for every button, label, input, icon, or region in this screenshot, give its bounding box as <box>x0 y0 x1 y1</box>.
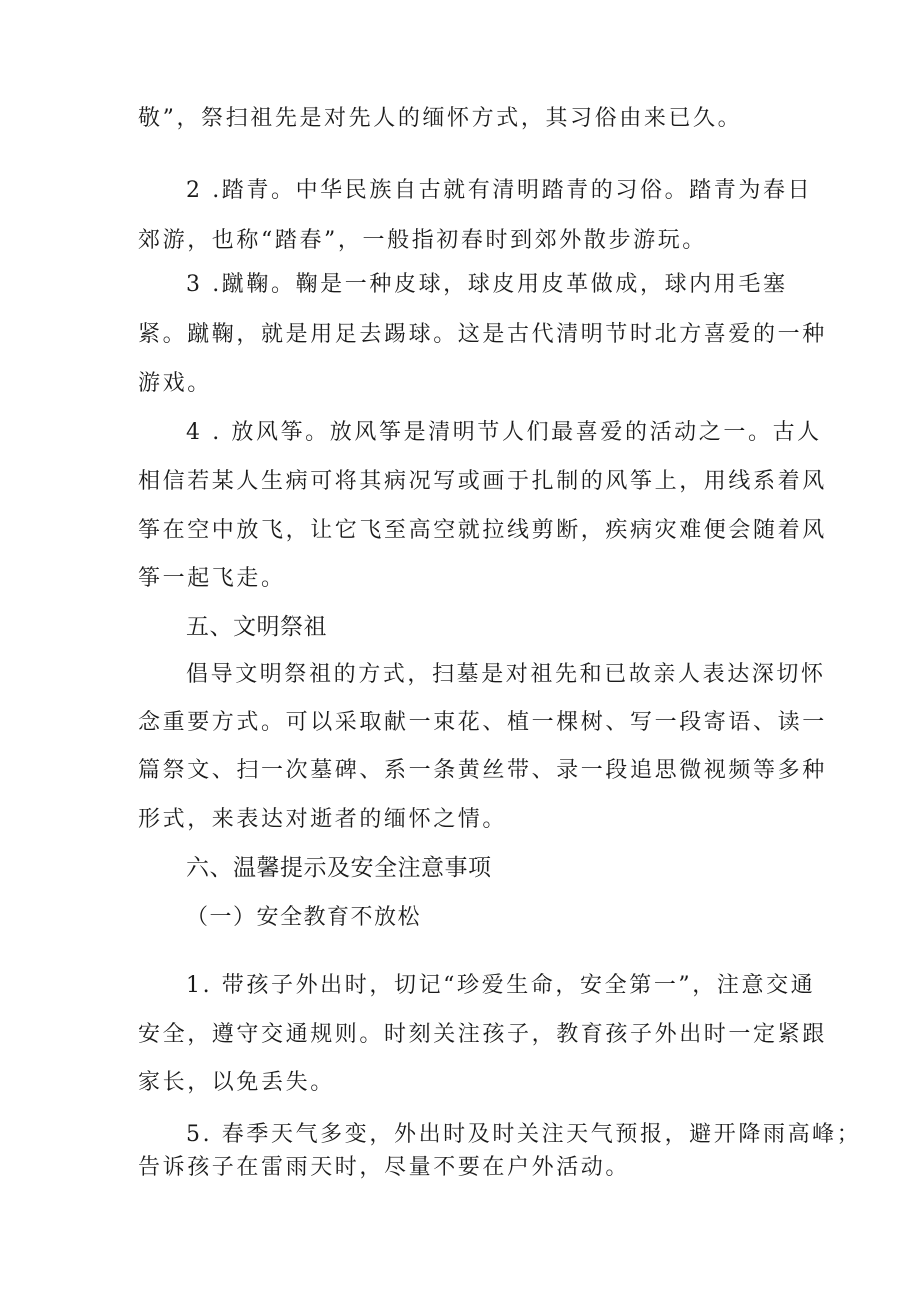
paragraph-line: 敬”，祭扫祖先是对先人的缅怀方式，其习俗由来已久。 <box>138 106 743 131</box>
list-item-line: 1. 带孩子外出时，切记“珍爱生命，安全第一”，注意交通 <box>186 973 816 998</box>
subsection-heading: （一）安全教育不放松 <box>186 905 422 930</box>
paragraph-line: 倡导文明祭祖的方式，扫墓是对祖先和已故亲人表达深切怀 <box>186 662 826 687</box>
paragraph-line: 安全，遵守交通规则。时刻关注孩子，教育孩子外出时一定紧跟 <box>138 1022 827 1047</box>
paragraph-line: 筝在空中放飞，让它飞至高空就拉线剪断，疾病灾难便会随着风 <box>138 518 827 543</box>
paragraph-line: 形式，来表达对逝者的缅怀之情。 <box>138 807 508 832</box>
paragraph-line: 篇祭文、扫一次墓碑、系一条黄丝带、录一段追思微视频等多种 <box>138 758 827 783</box>
paragraph-line: 紧。蹴鞠，就是用足去踢球。这是古代清明节时北方喜爱的一种 <box>138 322 827 347</box>
list-item-line: 5. 春季天气多变，外出时及时关注天气预报，避开降雨高峰； <box>186 1122 862 1147</box>
paragraph-line: 告诉孩子在雷雨天时，尽量不要在户外活动。 <box>138 1155 631 1180</box>
list-item-line: 4 . 放风筝。放风筝是清明节人们最喜爱的活动之一。古人 <box>186 420 822 445</box>
list-item-line: 2 .踏青。中华民族自古就有清明踏青的习俗。踏青为春日 <box>186 178 813 203</box>
paragraph-line: 相信若某人生病可将其病况写或画于扎制的风筝上，用线系着风 <box>138 469 827 494</box>
paragraph-line: 郊游，也称“踏春”，一般指初春时到郊外散步游玩。 <box>138 228 707 253</box>
section-heading: 五、文明祭祖 <box>186 614 327 640</box>
list-item-line: 3 .蹴鞠。鞠是一种皮球，球皮用皮革做成，球内用毛塞 <box>186 272 788 297</box>
paragraph-line: 家长，以免丢失。 <box>138 1070 335 1095</box>
paragraph-line: 念重要方式。可以采取献一束花、植一棵树、写一段寄语、读一 <box>138 710 827 735</box>
section-heading: 六、温馨提示及安全注意事项 <box>186 855 492 881</box>
paragraph-line: 游戏。 <box>138 371 212 396</box>
paragraph-line: 筝一起飞走。 <box>138 566 286 591</box>
